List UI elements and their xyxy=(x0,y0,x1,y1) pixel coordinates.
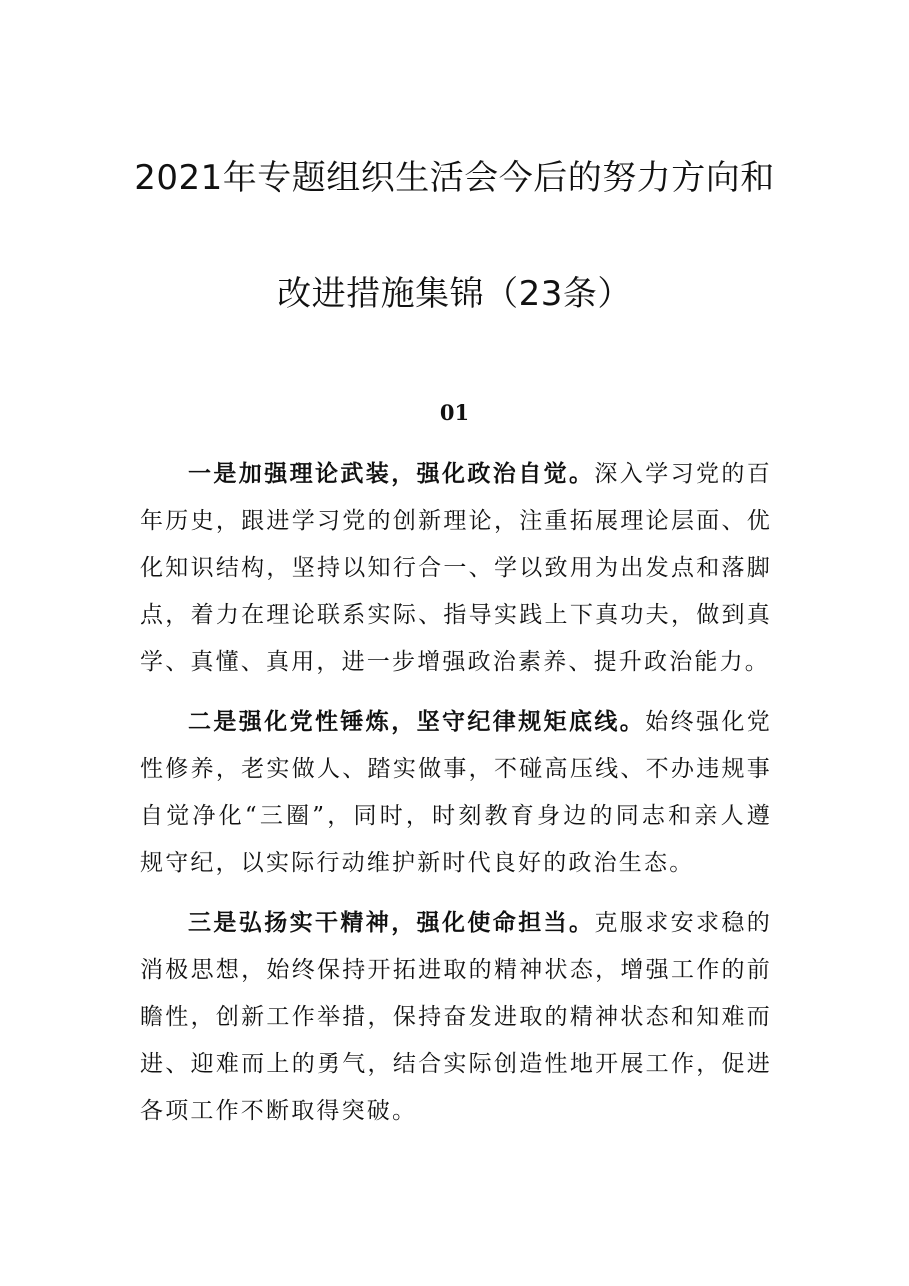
paragraph-1-lead: 一是加强理论武装，强化政治自觉。 xyxy=(188,460,595,487)
paragraph-3-text: 克服求安求稳的消极思想，始终保持开拓进取的精神状态，增强工作的前瞻性，创新工作举措，保持奋发进取的精神状态和知难而进、迎难而上的勇气，结合实际创造性地开展工作，促进各项工作不断取得突破。 xyxy=(140,910,773,1124)
paragraph-2-lead: 二是强化党性锤炼，坚守纪律规矩底线。 xyxy=(188,708,646,735)
section-number: 01 xyxy=(439,400,470,425)
paragraph-3 xyxy=(140,899,772,1135)
paragraph-3-lead: 三是弘扬实干精神，强化使命担当。 xyxy=(188,909,595,936)
paragraph-1 xyxy=(140,450,772,686)
document-title-line-2: 改进措施集锦（23条） xyxy=(277,274,632,314)
document-title-line-1: 2021年专题组织生活会今后的努力方向和 xyxy=(134,158,775,198)
paragraph-1-text: 深入学习党的百年历史，跟进学习党的创新理论，注重拓展理论层面、优化知识结构，坚持以知行合一、学以致用为出发点和落脚点，着力在理论联系实际、指导实践上下真功夫，做到真学、真懂、真用，进一步增强政治素养、提升政治能力。 xyxy=(140,461,773,675)
paragraph-2 xyxy=(140,698,772,887)
paragraph-2-text: 始终强化党性修养，老实做人、踏实做事，不碰高压线、不办违规事自觉净化“三圈”，同时，时刻教育身边的同志和亲人遵规守纪，以实际行动维护新时代良好的政治生态。 xyxy=(140,709,773,876)
